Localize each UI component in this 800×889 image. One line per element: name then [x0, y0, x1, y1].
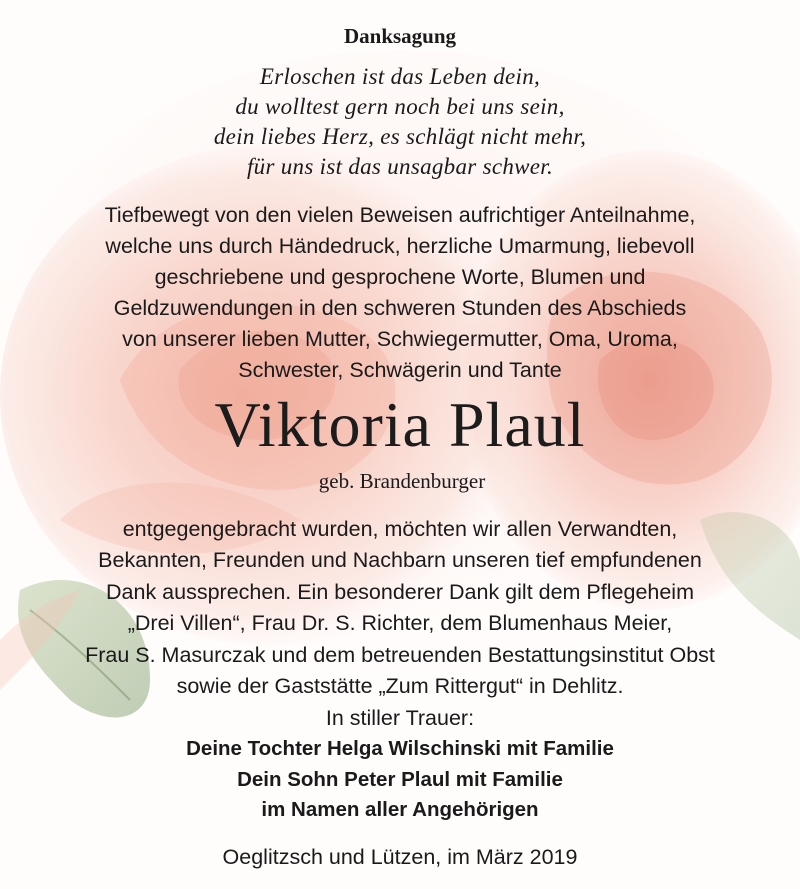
paragraph-line: Schwester, Schwägerin und Tante	[238, 358, 562, 382]
birth-name: geb. Brandenburger	[318, 469, 486, 493]
paragraph-line: Frau S. Masurczak und dem betreuenden Bestattungsinstitut Obst	[85, 642, 715, 667]
place-and-date: Oeglitzsch und Lützen, im März 2019	[222, 845, 578, 869]
poem-line: du wolltest gern noch bei uns sein,	[235, 94, 565, 119]
paragraph-line: „Drei Villen“, Frau Dr. S. Richter, dem Blumenhaus Meier,	[127, 611, 673, 636]
paragraph-line: welche uns durch Händedruck, herzliche Umarmung, liebevoll	[105, 234, 695, 258]
intro-paragraph	[0, 200, 800, 386]
paragraph-line: von unserer lieben Mutter, Schwiegermutter, Oma, Uroma,	[122, 327, 678, 351]
deceased-name: Viktoria Plaul	[214, 389, 586, 460]
paragraph-line: Tiefbewegt von den vielen Beweisen aufrichtiger Anteilnahme,	[104, 203, 696, 227]
paragraph-line: entgegengebracht wurden, möchten wir allen Verwandten,	[122, 517, 678, 541]
signer-line: im Namen aller Angehörigen	[261, 798, 539, 821]
paragraph-line: Dank aussprechen. Ein besonderer Dank gilt dem Pflegeheim	[106, 579, 694, 604]
paragraph-line: Bekannten, Freunden und Nachbarn unseren tief empfundenen	[98, 548, 702, 573]
paragraph-line: geschriebene und gesprochene Worte, Blumen und	[154, 265, 646, 289]
paragraph-line: Geldzuwendungen in den schweren Stunden des Abschieds	[113, 296, 687, 320]
poem-line: dein liebes Herz, es schlägt nicht mehr,	[213, 124, 587, 149]
memorial-poem	[0, 62, 800, 182]
thanks-paragraph	[0, 514, 800, 702]
paragraph-line: sowie der Gaststätte „Zum Rittergut“ in Dehlitz.	[176, 674, 624, 699]
notice-heading: Danksagung	[343, 24, 457, 48]
mourning-label: In stiller Trauer:	[325, 706, 475, 730]
poem-line: Erloschen ist das Leben dein,	[259, 64, 541, 89]
signer-line: Deine Tochter Helga Wilschinski mit Familie	[186, 737, 614, 760]
signer-line: Dein Sohn Peter Plaul mit Familie	[237, 767, 563, 791]
poem-line: für uns ist das unsagbar schwer.	[246, 154, 554, 179]
signers-list	[0, 734, 800, 826]
